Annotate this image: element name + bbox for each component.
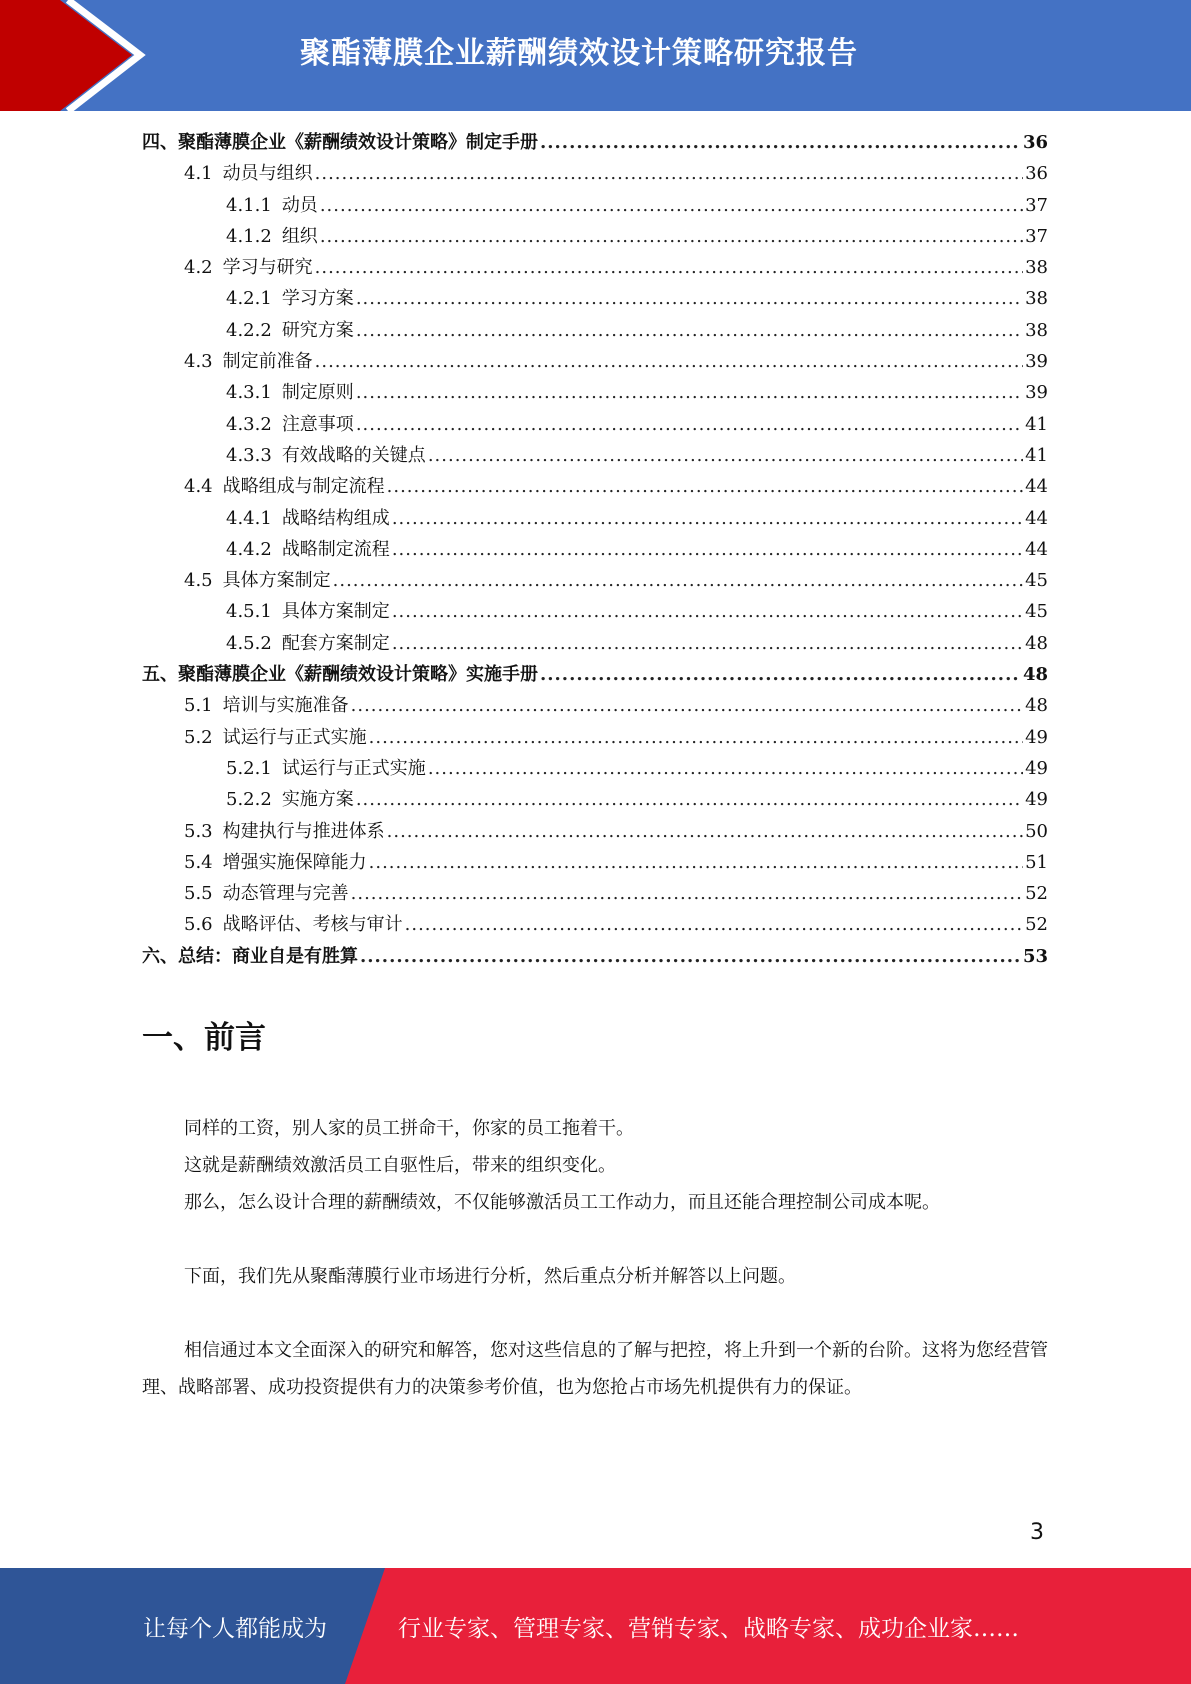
toc-entry-title: 战略组成与制定流程 [222, 476, 385, 498]
toc-entry-number: 5.4 [184, 851, 213, 873]
toc-entry-number: 5.3 [184, 820, 213, 842]
section-body [142, 1110, 1048, 1406]
toc-dot-leader [356, 377, 1023, 408]
toc-entry-page: 41 [1025, 444, 1048, 466]
toc-entry[interactable] [142, 628, 1048, 659]
toc-entry-number: 4.5 [184, 570, 213, 592]
toc-entry-title: 战略制定流程 [281, 538, 390, 560]
toc-dot-leader [351, 690, 1023, 721]
toc-entry-title: 制定前准备 [222, 351, 313, 373]
toc-entry-number: 4.2 [184, 257, 213, 279]
toc-entry-title: 总结：商业自是有胜算 [178, 945, 358, 967]
toc-entry-page: 38 [1025, 288, 1048, 310]
toc-entry-number: 4.1.1 [226, 194, 272, 216]
toc-entry-page: 45 [1025, 601, 1048, 623]
toc-entry-number: 4.3.3 [226, 444, 272, 466]
toc-entry-page: 36 [1022, 132, 1048, 153]
toc-entry-number: 4.3.2 [226, 413, 272, 435]
toc-dot-leader [428, 753, 1023, 784]
toc-entry-page: 49 [1025, 726, 1048, 748]
toc-dot-leader [356, 784, 1023, 815]
toc-entry-page: 37 [1025, 225, 1048, 247]
toc-entry-title: 试运行与正式实施 [222, 726, 367, 748]
toc-entry-title: 动员与组织 [222, 163, 313, 185]
toc-entry[interactable] [142, 690, 1048, 721]
paragraph-5: 相信通过本文全面深入的研究和解答，您对这些信息的了解与把控，将上升到一个新的台阶。这将为您经营管理、战略部署、成功投资提供有力的决策参考价值，也为您抢占市场先机提供有力的保证。 [142, 1340, 1048, 1398]
toc-entry[interactable] [142, 377, 1048, 408]
toc-entry[interactable] [142, 252, 1048, 283]
toc-entry[interactable] [142, 753, 1048, 784]
toc-entry-number: 4.4.2 [226, 538, 272, 560]
paragraph-2: 这就是薪酬绩效激活员工自驱性后，带来的组织变化。 [184, 1155, 616, 1176]
toc-dot-leader [315, 252, 1023, 283]
toc-entry-page: 48 [1025, 632, 1048, 654]
toc-entry[interactable] [142, 409, 1048, 440]
toc-entry-title: 具体方案制定 [281, 601, 390, 623]
toc-entry[interactable] [142, 127, 1048, 158]
toc-entry-page: 44 [1025, 476, 1048, 498]
toc-entry[interactable] [142, 878, 1048, 909]
toc-entry-title: 学习方案 [281, 288, 354, 310]
toc-entry-number: 4.2.1 [226, 288, 272, 310]
toc-entry-number: 5.1 [184, 695, 213, 717]
toc-dot-leader [405, 909, 1023, 940]
toc-entry-title: 动员 [281, 194, 318, 216]
toc-entry-number: 五、 [142, 664, 178, 686]
toc-entry-number: 四、 [142, 132, 178, 153]
toc-dot-leader [428, 440, 1023, 471]
toc-entry-title: 学习与研究 [222, 257, 313, 279]
toc-entry[interactable] [142, 190, 1048, 221]
toc-entry-page: 37 [1025, 194, 1048, 216]
toc-dot-leader [320, 190, 1023, 221]
toc-dot-leader [356, 315, 1023, 346]
toc-entry[interactable] [142, 816, 1048, 847]
toc-entry-title: 有效战略的关键点 [281, 444, 426, 466]
toc-entry-number: 5.5 [184, 883, 213, 905]
toc-entry[interactable] [142, 909, 1048, 940]
toc-entry-page: 49 [1025, 789, 1048, 811]
toc-entry[interactable] [142, 283, 1048, 314]
toc-entry-page: 36 [1025, 163, 1048, 185]
toc-entry-title: 聚酯薄膜企业《薪酬绩效设计策略》制定手册 [178, 132, 538, 153]
toc-entry[interactable] [142, 534, 1048, 565]
toc-entry-page: 51 [1025, 851, 1048, 873]
toc-entry-number: 4.1 [184, 163, 213, 185]
header-arrow-decoration [0, 0, 160, 111]
toc-entry-title: 制定原则 [281, 382, 354, 404]
toc-entry-page: 44 [1025, 507, 1048, 529]
toc-dot-leader [392, 503, 1023, 534]
toc-entry-page: 49 [1025, 757, 1048, 779]
toc-entry-number: 4.5.2 [226, 632, 272, 654]
toc-entry[interactable] [142, 158, 1048, 189]
toc-dot-leader [387, 471, 1023, 502]
toc-entry[interactable] [142, 784, 1048, 815]
toc-entry-page: 52 [1025, 914, 1048, 936]
toc-entry-page: 48 [1022, 664, 1048, 686]
toc-entry-title: 战略结构组成 [281, 507, 390, 529]
toc-dot-leader [320, 221, 1023, 252]
toc-entry-title: 试运行与正式实施 [281, 757, 426, 779]
toc-dot-leader [369, 847, 1023, 878]
toc-entry[interactable] [142, 722, 1048, 753]
toc-entry-number: 5.2.1 [226, 757, 272, 779]
toc-entry-number: 4.4.1 [226, 507, 272, 529]
toc-entry-page: 48 [1025, 695, 1048, 717]
toc-entry-page: 45 [1025, 570, 1048, 592]
table-of-contents [142, 127, 1048, 972]
toc-entry-number: 4.4 [184, 476, 213, 498]
toc-entry[interactable] [142, 503, 1048, 534]
page-footer [0, 1568, 1191, 1684]
toc-dot-leader [392, 596, 1023, 627]
toc-dot-leader [315, 346, 1023, 377]
toc-entry-title: 聚酯薄膜企业《薪酬绩效设计策略》实施手册 [178, 664, 538, 686]
toc-entry[interactable] [142, 315, 1048, 346]
toc-entry[interactable] [142, 941, 1048, 972]
toc-entry-number: 六、 [142, 945, 178, 967]
toc-entry[interactable] [142, 596, 1048, 627]
toc-dot-leader [540, 659, 1021, 690]
toc-entry[interactable] [142, 221, 1048, 252]
toc-entry[interactable] [142, 346, 1048, 377]
toc-entry-page: 50 [1025, 820, 1048, 842]
toc-entry-title: 实施方案 [281, 789, 354, 811]
toc-entry-title: 动态管理与完善 [222, 883, 349, 905]
toc-entry-page: 39 [1025, 382, 1048, 404]
toc-entry-page: 53 [1022, 945, 1048, 967]
toc-entry-number: 5.2.2 [226, 789, 272, 811]
toc-entry-title: 组织 [281, 225, 318, 247]
toc-entry-title: 构建执行与推进体系 [222, 820, 385, 842]
toc-entry-number: 4.1.2 [226, 225, 272, 247]
toc-entry[interactable] [142, 471, 1048, 502]
toc-entry-title: 战略评估、考核与审计 [222, 914, 403, 936]
page-number: 3 [1030, 1520, 1044, 1545]
toc-entry-title: 增强实施保障能力 [222, 851, 367, 873]
report-title: 聚酯薄膜企业薪酬绩效设计策略研究报告 [300, 36, 858, 71]
toc-entry[interactable] [142, 440, 1048, 471]
toc-entry-title: 具体方案制定 [222, 570, 331, 592]
toc-entry-title: 注意事项 [281, 413, 354, 435]
toc-dot-leader [392, 534, 1023, 565]
toc-dot-leader [351, 878, 1023, 909]
toc-entry-number: 4.3 [184, 351, 213, 373]
toc-dot-leader [356, 283, 1023, 314]
toc-dot-leader [369, 722, 1023, 753]
toc-entry-title: 配套方案制定 [281, 632, 390, 654]
toc-entry-number: 5.6 [184, 914, 213, 936]
toc-dot-leader [360, 941, 1021, 972]
toc-entry-number: 5.2 [184, 726, 213, 748]
page-header [0, 0, 1191, 111]
toc-entry-page: 38 [1025, 319, 1048, 341]
toc-entry-page: 52 [1025, 883, 1048, 905]
toc-entry-page: 41 [1025, 413, 1048, 435]
toc-dot-leader [333, 565, 1023, 596]
toc-dot-leader [540, 127, 1021, 158]
toc-entry-number: 4.5.1 [226, 601, 272, 623]
toc-entry-number: 4.3.1 [226, 382, 272, 404]
toc-entry-number: 4.2.2 [226, 319, 272, 341]
toc-entry[interactable] [142, 847, 1048, 878]
section-heading: 一、前言 [142, 1020, 266, 1056]
toc-entry-page: 39 [1025, 351, 1048, 373]
footer-slogan-right: 行业专家、管理专家、营销专家、战略专家、成功企业家…… [398, 1616, 1019, 1642]
paragraph-3: 那么，怎么设计合理的薪酬绩效，不仅能够激活员工工作动力，而且还能合理控制公司成本呢。 [184, 1192, 940, 1213]
toc-entry-title: 研究方案 [281, 319, 354, 341]
toc-entry-page: 38 [1025, 257, 1048, 279]
paragraph-1: 同样的工资，别人家的员工拼命干，你家的员工拖着干。 [184, 1118, 634, 1139]
paragraph-4: 下面，我们先从聚酯薄膜行业市场进行分析，然后重点分析并解答以上问题。 [184, 1266, 796, 1287]
toc-dot-leader [392, 628, 1023, 659]
toc-dot-leader [387, 816, 1023, 847]
toc-dot-leader [315, 158, 1023, 189]
toc-entry-page: 44 [1025, 538, 1048, 560]
footer-slogan-left: 让每个人都能成为 [143, 1616, 327, 1642]
toc-entry-title: 培训与实施准备 [222, 695, 349, 717]
toc-dot-leader [356, 409, 1023, 440]
toc-entry[interactable] [142, 565, 1048, 596]
toc-entry[interactable] [142, 659, 1048, 690]
